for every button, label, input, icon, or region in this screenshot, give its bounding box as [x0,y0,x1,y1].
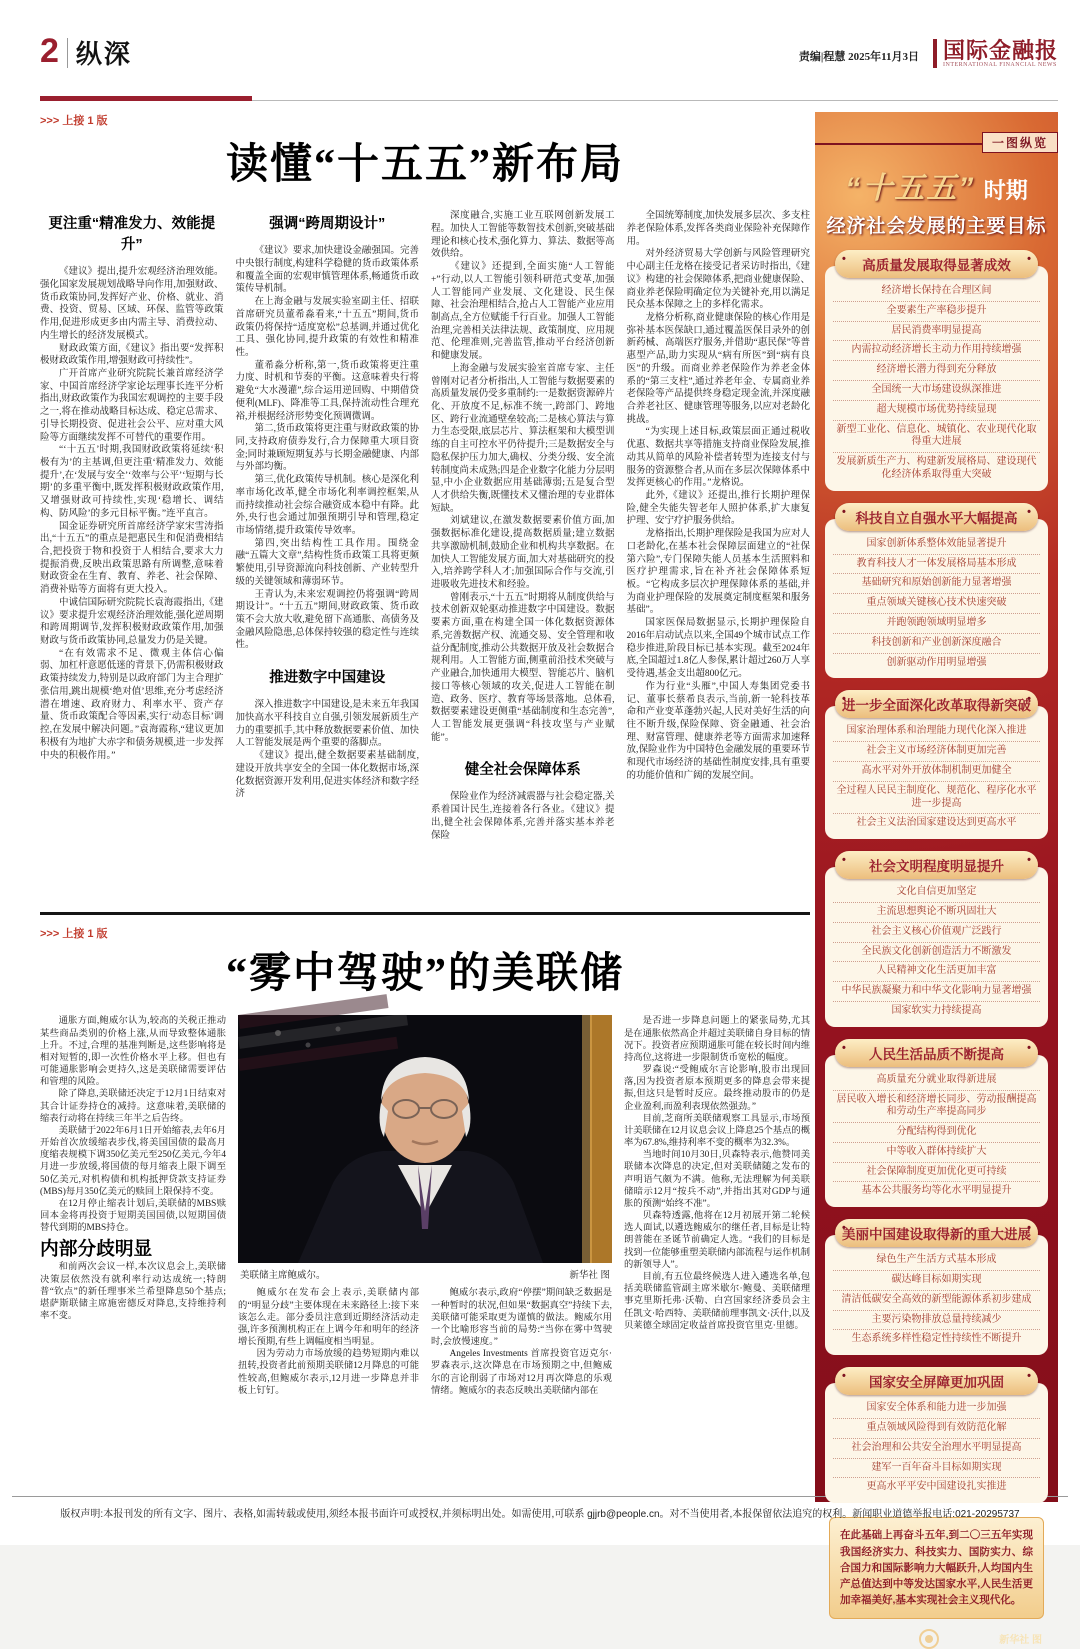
article1-col3-paragraphs-a [431,210,615,744]
goal-item: 重点领域关键核心技术快速突破 [833,594,1040,614]
paragraph: 因为劳动力市场放缓的趋势短期内难以扭转,投资者此前预期美联储12月降息的可能性较高,但鲍威尔表示,12月进一步降息并非板上钉钉。 [238,1349,419,1396]
sidebar-credit-row [815,1619,1058,1649]
goal-item: 全要素生产率稳步提升 [833,302,1040,322]
tag-rule [815,143,982,145]
continued-from-page1-tag-2: >>> 上接 1 版 [40,928,108,941]
section-2-heading: • 科技自立自强水平大幅提高 • [835,503,1038,531]
sidebar-conclusion: 在此基础上再奋斗五年,到二〇三五年实现我国经济实力、科技实力、国防实力、综合国力和国际影响力大幅跃升,人均国内生产总值达到中等发达国家水平,人民生活更加幸福美好,基本实现社会主义现代化。 [829,1517,1044,1618]
paragraph: 深入推进数字中国建设,是未来五年我国加快高水平科技自立自强,引领发展新质生产力的重要抓手,其中释放数据要素价值、加快人工智能发展是两个重要的落脚点。 [235,700,419,749]
article1-column-4 [627,210,811,898]
section-7-heading: • 国家安全屏障更加巩固 • [835,1367,1038,1395]
article2-col2-paragraphs [238,1287,419,1397]
section-3-items [825,706,1048,839]
title-script: “十五五” [845,172,976,205]
goal-item: 基本公共服务均等化水平明显提升 [861,1185,1012,1197]
paragraph: 贝森特透露,他将在12月初展开第二轮候选人面试,以遴选鲍威尔的继任者,目标是让特朗普能在圣诞节前确定人选。“我们的目标是找到一位能够重塑美联储内部流程与运作机制的新领导人”。 [624,1211,810,1270]
paragraph: 第三,优化政策传导机制。核心是深化利率市场化改革,健全市场化利率调控框架,从而持续推动社会综合融资成本稳中有降。此外,央行也会通过加强预期引导和管理,稳定市场情绪,提升政策传导效率。 [235,475,419,536]
paragraph: 罗森说:“受鲍威尔言论影响,股市出现回落,因为投资者原本预期更多的降息会带来提振,但这只是暂时反应。最终推动股市的仍是企业盈利,而盈利表现依然强劲。” [624,1065,810,1112]
article2-columns [40,1015,810,1489]
article1-col2-paragraphs-b [236,699,420,801]
goal-item: 创新驱动作用明显增强 [886,656,987,668]
goal-item: 科技创新和产业创新深度融合 [833,634,1040,654]
paragraph: 全国统筹制度,加快发展多层次、多支柱养老保险体系,发挥各类商业保险补充保障作用。 [626,211,810,247]
article1-subhead-2: 强调“跨周期设计” [269,216,386,233]
goal-item: 人民精神文化生活更加丰富 [833,962,1040,982]
sidebar-credit: 新华社 图 [999,1635,1042,1647]
continued-from-page1-tag: >>> 上接 1 版 [40,115,108,127]
goal-item: 经济增长潜力得到充分释放 [833,361,1040,381]
goal-item: 居民消费率明显提高 [833,322,1040,342]
paragraph: 广开首席产业研究院院长兼首席经济学家、中国首席经济学家论坛理事长连平分析指出,财政政策作为我国宏观调控的主要手段之一,将在推动战略目标达成、稳定总需求、引导长期投资、促进社会公平、应对重大风险等方面继续发挥不可替代的重要作用。 [40,368,224,443]
paragraph: 曾刚表示,“十五五”时期将从制度供给与技术创新双轮驱动推进数字中国建设。数据要素方面,重在构建全国一体化数据资源体系,完善数据产权、流通交易、安全管理和收益分配制度,推动公共数据开放及社会数据合规利用。人工智能方面,侧重前沿技术突破与产业融合,加快通用大模型、智能芯片、脑机接口等核心领域的攻关,促进人工智能在制造、政务、医疗、教育等场景落地。总体看,数据要素建设更侧重“基础制度和生态完善”,人工智能发展更强调“科技攻坚与产业赋能”。 [431,592,615,743]
paragraph: 王青认为,未来宏观调控仍将强调“跨周期设计”。“十五五”期间,财政政策、货币政策不会大放大收,避免留下高通胀、高债务及金融风险隐患,总体保持较强的稳定性与连续性。 [235,589,419,651]
article2-column-3 [431,1287,612,1489]
paragraph: 深度融合,实施工业互联网创新发展工程。加快人工智能等数智技术创新,突破基础理论和核心技术,强化算力、算法、数据等高效供给。 [431,211,615,260]
photo-caption-row [238,1263,612,1287]
goal-item: 主流思想舆论不断巩固壮大 [833,903,1040,923]
paragraph: 《建议》提出,健全数据要素基础制度,建设开放共享安全的全国一体化数据市场,深化数据资源开发利用,促进实体经济和数字经济 [235,751,419,800]
paragraph: 在上海金融与发展实验室副主任、招联首席研究员董希淼看来,“十五五”期间,货币政策仍将保持“适度宽松”总基调,并通过优化工具、强化协同,提升政策的有效性和精准性。 [235,297,419,358]
goal-item: 国家治理体系和治理能力现代化深入推进 [833,722,1040,742]
section-4-heading: • 社会文明程度明显提升 • [835,851,1038,879]
section-6-heading: • 美丽中国建设取得新的重大进展 • [835,1219,1038,1247]
paragraph: 国金证券研究所首席经济学家宋雪涛指出,“十五五”的重点是把惠民生和促消费相结合,把投资于物和投资于人相结合,要求大力提振消费,反映出政策思路有所调整,意味着财政资金在生育、教育、养老、社会保障、消费补贴等方面将有更大投入。 [40,521,224,596]
article1-col4-paragraphs [627,210,811,782]
infographic-tag-row [815,112,1058,155]
paragraph: 鲍威尔表示,政府“停摆”期间缺乏数据是一种暂时的状况,但如果“数据真空”持续下去,美联储可能采取更为谨慎的做法。鲍威尔用一个比喻形容当前的局势:“当你在雾中驾驶时,会放慢速度。” [431,1288,612,1348]
paragraph: Angeles Investments 首席投资官迈克尔·罗森表示,这次降息在市场预期之中,但鲍威尔的言论削弱了市场对12月再次降息的乐观情绪。鲍威尔的表态反映出美联储内部在 [431,1349,612,1396]
goal-item: 更高水平平安中国建设扎实推进 [866,1481,1007,1493]
goal-item: 重点领域风险得到有效防范化解 [833,1419,1040,1439]
sidebar-section-2 [815,503,1058,679]
newspaper-logo [933,39,1058,68]
article1-col3-paragraphs-b [431,791,615,842]
page-number: 2 [40,32,59,70]
paragraph: 目前,芝商所美联储观察工具显示,市场预计美联储在12月议息会议上降息25个基点的概率为67.8%,维持利率不变的概率为32.3%。 [624,1113,810,1149]
copyright-notice: 版权声明:本报刊发的所有文字、图片、表格,如需转载或使用,须经本报书面许可或授权,并须标明出处。如需使用,可联系 gjjrb@people.cn。对不当使用者,本报保留依法追究的权利。新闻职业道德举报电话:021-20295737 [60,1509,1020,1520]
article2-column-4 [624,1015,810,1489]
masthead-right [799,39,1058,68]
sidebar-section-6 [815,1219,1058,1355]
infographic-title [815,163,1058,207]
paragraph: “在有效需求不足、微观主体信心偏弱、加杠杆意愿低迷的背景下,仍需积极财政政策持续发力,特别是以政府部门为主合理扩张信用,跳出规模‘绝对值’思维,充分考虑经济潜在增速、政府财力、利率水平、资产存量、货币政策配合等因素,实行‘动态目标’调控,在发展中解决问题。”袁海霞称,“建议更加积极有为地扩大赤字和债务规模,进一步发挥中央的积极作用。” [40,648,224,761]
goal-item: 高水平对外开放体制机制更加健全 [833,762,1040,782]
article2-col4-paragraphs [624,1015,810,1331]
goal-item: 社会治理和公共安全治理水平明显提高 [833,1439,1040,1459]
paragraph: 是否进一步降息问题上的紧张局势,尤其是在通胀依然高企并超过美联储自身目标的情况下。投资者应预期通胀可能在较长时间内维持高位,这将进一步限制货币宽松的幅度。 [624,1016,810,1063]
goal-item: 社会保障制度更加优化更可持续 [833,1163,1040,1183]
editor-and-date: 责编|程慧 2025年11月3日 [798,51,919,63]
paragraph: 上海金融与发展实验室首席专家、主任曾刚对记者分析指出,人工智能与数据要素的高质量发展仍受多重制约:一是数据资源碎片化、开放度不足,标准不统一,跨部门、跨地区、跨行业流通壁垒较高;二是核心算法与算力生态受限,底层芯片、算法框架和大模型训练的自主可控水平仍待提升;三是数据安全与隐私保护压力加大,确权、分类分级、安全流转制度尚未成熟;四是企业数字化能力分层明显,中小企业数据应用基础薄弱;五是复合型人才供给失衡,既懂技术又懂治理的专业群体短缺。 [431,363,615,514]
goal-item: 新型工业化、信息化、城镇化、农业现代化取得重大进展 [833,421,1040,454]
xinhua-emblem-icon [919,1629,939,1649]
paragraph: “‘十五五’时期,我国财政政策将延续‘积极有为’的主基调,但更注重‘精准发力、效能提升’,在‘发展与安全’‘效率与公平’‘短期与长期’的多重平衡中,既发挥积极财政政策作用,又增强财政可持续性,实现‘稳增长、调结构、防风险’的多元目标平衡。”连平直言。 [40,445,224,519]
goal-item: 主要污染物排放总量持续减少 [833,1311,1040,1331]
infographic-subtitle: 经济社会发展的主要目标 [826,216,1047,237]
paragraph: 通胀方面,鲍威尔认为,较高的关税正推动某些商品类别的价格上涨,从而导致整体通胀上升。不过,合理的基准判断是,这些影响将是相对短暂的,即一次性价格水平上移。但也有可能通胀影响会更持久,这是美联储需要评估和管理的风险。 [40,1016,226,1088]
sidebar-section-1 [815,250,1058,491]
article-divider-rule [40,912,810,915]
paragraph: 刘斌建议,在激发数据要素价值方面,加强数据标准化建设,提高数据质量;建立数据共享激励机制,鼓励企业和机构共享数据。在加快人工智能发展方面,加大对基础研究的投入,培养跨学科人才;加强国际合作与交流,引进吸收先进技术和经验。 [431,516,615,591]
paragraph: “为实现上述目标,政策层面正通过税收优惠、数据共享等措施支持商业保险发展,推动其从简单的风险补偿者转型为连接支付与服务的资源整合者,从而在多层次保障体系中发挥更核心的作用。”龙格说。 [626,427,810,489]
article-fed [40,925,810,1489]
goal-item: 国家创新体系整体效能显著提升 [833,535,1040,555]
section-title: 纵深 [75,39,132,69]
goal-item: 中华民族凝聚力和中华文化影响力显著增强 [833,982,1040,1002]
section-4-items [825,867,1048,1027]
goal-item: 经济增长保持在合理区间 [833,282,1040,302]
goal-item: 发展新质生产力、构建新发展格局、建设现代化经济体系取得重大突破 [836,456,1037,480]
paragraph: 第四,突出结构性工具作用。围绕金融“五篇大文章”,结构性货币政策工具将更频繁使用,引导资源流向科技创新、产业转型升级的关键领域和薄弱环节。 [235,538,419,587]
paragraph: 美联储于2022年6月1日开始缩表,去年6月开始首次放缓缩表步伐,将美国国债的最高月度缩表规模下调350亿美元至250亿美元,今年4月进一步放缓,将国债的每月缩表上限下调至50亿美元,对机构债和机构抵押贷款支持证券(MBS)每月350亿美元的赎回上限保持不变。 [40,1125,226,1197]
masthead-left [40,34,132,68]
article1-col1-paragraphs [40,266,224,762]
photo-credit: 新华社 图 [569,1270,610,1282]
powell-photo-illustration [238,1015,612,1263]
brand-name: 国际金融报 [942,37,1058,63]
article2-subhead-1: 内部分歧明显 [40,1239,153,1261]
goal-item: 文化自信更加坚定 [833,883,1040,903]
article2-middle-area [238,1015,612,1489]
main-content [40,112,810,1489]
sidebar-section-5 [815,1039,1058,1208]
article1-column-3 [431,210,615,898]
goal-item: 社会主义法治国家建设达到更高水平 [856,817,1017,829]
sidebar-section-7 [815,1367,1058,1503]
article1-column-1 [40,210,224,898]
paragraph: 当地时间10月30日,贝森特表示,他赞同美联储本次降息的决定,但对美联储随之发布的声明语气颇为不满。他称,无法理解为何美联储暗示12月“按兵不动”,并指出其对GDP与通胀的预测“始终不准”。 [624,1150,810,1209]
photo-caption: 美联储主席鲍威尔。 [240,1270,326,1282]
article2-col1-paragraphs-a [40,1015,226,1234]
paragraph: 目前,有五位最终候选人进入遴选名单,包括美联储监管副主席米歇尔·鲍曼、美联储理事克里斯托弗·沃勒、白宫国家经济委员会主任凯文·哈西特、美联储前理事凯文·沃什,以及贝莱德全球固定收益首席投资官里克·里德。 [624,1271,810,1331]
goal-item: 高质量充分就业取得新进展 [833,1071,1040,1091]
section-2-items [825,519,1048,679]
paragraph: 作为行业“头雁”,中国人寿集团党委书记、董事长蔡希良表示,当前,新一轮科技革命和产业变革蓬勃兴起,人民对美好生活的向往不断升级,保险保障、资金融通、社会治理、财富管理、健康养老等方面需求加速释放,保险业作为中国特色金融发展的重要环节和现代市场经济的基础性制度安排,具有重要的功能价值和广阔的发展空间。 [626,681,810,781]
masthead [40,34,1058,68]
goal-item: 碳达峰目标如期实现 [833,1271,1040,1291]
article2-headline: “雾中驾驶”的美联储 [225,951,624,998]
goal-item: 中等收入群体持续扩大 [833,1143,1040,1163]
article1-subhead-1: 更注重“精准发力、效能提升” [48,216,216,254]
paragraph: 国家医保局数据显示,长期护理保险自2016年启动试点以来,全国49个城市试点工作稳步推进,阶段目标已基本实现。截至2024年底,全国超过1.8亿人参保,累计超过260万人享受待遇,基金支出超800亿元。 [626,618,810,680]
article1-col2-paragraphs-a [236,245,420,652]
section-1-items [825,266,1048,491]
article2-column-2 [238,1287,419,1489]
goal-item: 清洁低碳安全高效的新型能源体系初步建成 [833,1291,1040,1311]
goal-item: 社会主义市场经济体制更加完善 [833,742,1040,762]
sidebar-section-4 [815,851,1058,1027]
section-5-heading: • 人民生活品质不断提高 • [835,1039,1038,1067]
goal-item: 全过程人民民主制度化、规范化、程序化水平进一步提高 [833,782,1040,815]
article1-columns [40,210,810,898]
paragraph: 鲍威尔在发布会上表示,美联储内部的“明显分歧”主要体现在未来路径上:接下来该怎么走。部分委员注意到近期经济活动走强,许多预测机构正在上调今年和明年的经济增长预期,有些上调幅度相当明显。 [238,1288,419,1348]
paragraph: 董希淼分析称,第一,货币政策将更注重力度、时机和节奏的平衡。这意味着央行将避免“大水漫灌”,综合运用逆回购、中期借贷便利(MLF)、降准等工具,保持流动性合理充裕,并根据经济形势变化预调微调。 [235,360,419,422]
powell-photo [238,1015,612,1263]
paragraph: 中诚信国际研究院院长袁海霞指出,《建议》要求提升宏观经济治理效能,强化逆周期和跨周期调节,发挥积极财政政策作用,加强财政与货币政策协同,总量发力仍是关键。 [40,597,224,647]
goal-item: 内需拉动经济增长主动力作用持续增强 [833,341,1040,361]
infographic-tag: 一图纵览 [982,132,1058,153]
paragraph: 龙格指出,长期护理保险是我国为应对人口老龄化,在基本社会保障层面建立的“社保第六险”,专门保障失能人员基本生活照料和医疗护理需求,旨在补齐社会保障体系短板。“它构成多层次护理保障体系的基础,并为商业护理保险的发展奠定制度框架和服务基础”。 [626,529,810,616]
section-7-items [825,1383,1048,1503]
article1-subhead-3: 推进数字中国建设 [269,670,386,687]
section-5-items [825,1055,1048,1208]
article-fifteenth-plan [40,112,810,898]
goal-item: 国家软实力持续提高 [891,1004,982,1016]
paragraph: 保险业作为经济减震器与社会稳定器,关系着国计民生,连接着各行各业。《建议》提出,健全社会保障体系,完善并落实基本养老保险 [431,792,615,841]
goal-item: 分配结构得到优化 [833,1123,1040,1143]
article2-below-photo-columns [238,1287,612,1489]
article1-column-2 [236,210,420,898]
paragraph: 此外,《建议》还提出,推行长期护理保险,健全失能失智老年人照护体系,扩大康复护理、安宁疗护服务供给。 [626,491,810,527]
goal-item: 绿色生产生活方式基本形成 [833,1251,1040,1271]
infographic-sidebar [815,112,1058,1647]
article1-headline: 读懂“十五五”新布局 [225,142,624,188]
goal-item: 基础研究和原始创新能力显著增强 [833,574,1040,594]
goal-item: 超大规模市场优势持续显现 [833,401,1040,421]
section-1-heading: • 高质量发展取得显著成效 • [835,250,1038,278]
article2-column-1 [40,1015,226,1489]
paragraph: 《建议》要求,加快建设金融强国。完善中央银行制度,构建科学稳健的货币政策体系和覆盖全面的宏观审慎管理体系,畅通货币政策传导机制。 [235,246,419,295]
paragraph: 《建议》还提到,全面实施“人工智能+”行动,以人工智能引领科研范式变革,加强人工智能同产业发展、文化建设、民生保障、社会治理相结合,抢占人工智能产业应用制高点,全方位赋能千行百业。加强人工智能治理,完善相关法律法规、政策制度、应用规范、伦理准则,完善监管,推动平台经济创新和健康发展。 [431,262,615,362]
goal-item: 生态系统多样性稳定性持续性不断提升 [851,1333,1022,1345]
masthead-rule [40,96,1058,101]
goal-item: 并跑领跑领域明显增多 [833,614,1040,634]
paragraph: 和前两次会议一样,本次议息会上,美联储决策层依然没有就利率行动达成统一;特朗普“钦点”的新任理事米兰希望降息50个基点;堪萨斯联储主席施密德反对降息,支持维持利率不变。 [40,1262,226,1322]
paragraph: 财政政策方面,《建议》指出要“发挥积极财政政策作用,增强财政可持续性”。 [40,343,224,367]
goal-item: 建军一百年奋斗目标如期实现 [833,1459,1040,1479]
goal-item: 国家安全体系和能力进一步加强 [833,1399,1040,1419]
article2-col1-paragraphs-b [40,1261,226,1322]
goal-item: 全国统一大市场建设纵深推进 [833,381,1040,401]
masthead-divider [67,38,68,68]
article1-subhead-4: 健全社会保障体系 [464,762,581,779]
paragraph: 《建议》提出,提升宏观经济治理效能。强化国家发展规划战略导向作用,加强财政、货币政策协同,发挥好产业、价格、就业、消费、投资、贸易、区域、环保、监管等政策作用,促进形成更多由内需主导、消费拉动、内生增长的经济发展模式。 [40,267,224,341]
goal-item: 全民族文化创新创造活力不断激发 [833,943,1040,963]
goal-item: 居民收入增长和经济增长同步、劳动报酬提高和劳动生产率提高同步 [833,1091,1040,1124]
paragraph: 龙格分析称,商业健康保险的核心作用是弥补基本医保缺口,通过覆盖医保目录外的创新药械、高端医疗服务,并借助“惠民保”等普惠型产品,助力实现从“病有所医”到“病有良医”的升级。而商业养老保险作为养老金体系的“第三支柱”,通过养老年金、专属商业养老保险等产品提供终身稳定现金流,并深度融合养老社区、健康管理等服务,以应对老龄化挑战。 [626,312,810,425]
brand-subtitle: INTERNATIONAL FINANCIAL NEWS [942,62,1057,68]
goal-item: 社会主义核心价值观广泛践行 [833,923,1040,943]
title-rest: 时期 [983,178,1028,203]
paragraph: 在12月停止缩表计划后,美联储的MBS赎回本金将再投资于短期美国国债,以短期国债替代到期的MBS持仓。 [40,1198,226,1234]
paragraph: 对外经济贸易大学创新与风险管理研究中心副主任龙格在接受记者采访时指出,《建议》构建的社会保障体系,把商业健康保险、商业养老保险明确定位为关键补充,用以满足民众基本保障之上的多样化需求。 [626,249,810,311]
section-3-heading: • 进一步全面深化改革取得新突破 • [835,690,1038,718]
paragraph: 除了降息,美联储还决定于12月1日结束对其合计证券持仓的减持。这意味着,美联储的缩表行动将在持续三年半之后告终。 [40,1089,226,1124]
article2-col3-paragraphs [431,1287,612,1397]
sidebar-section-3 [815,690,1058,839]
paragraph: 第二,货币政策将更注重与财政政策的协同,支持政府债券发行,合力保障重大项目资金;同时兼顾短期复苏与长期金融健康、内部与外部均衡。 [235,424,419,473]
section-6-items [825,1235,1048,1355]
goal-item: 教育科技人才一体发展格局基本形成 [833,555,1040,575]
